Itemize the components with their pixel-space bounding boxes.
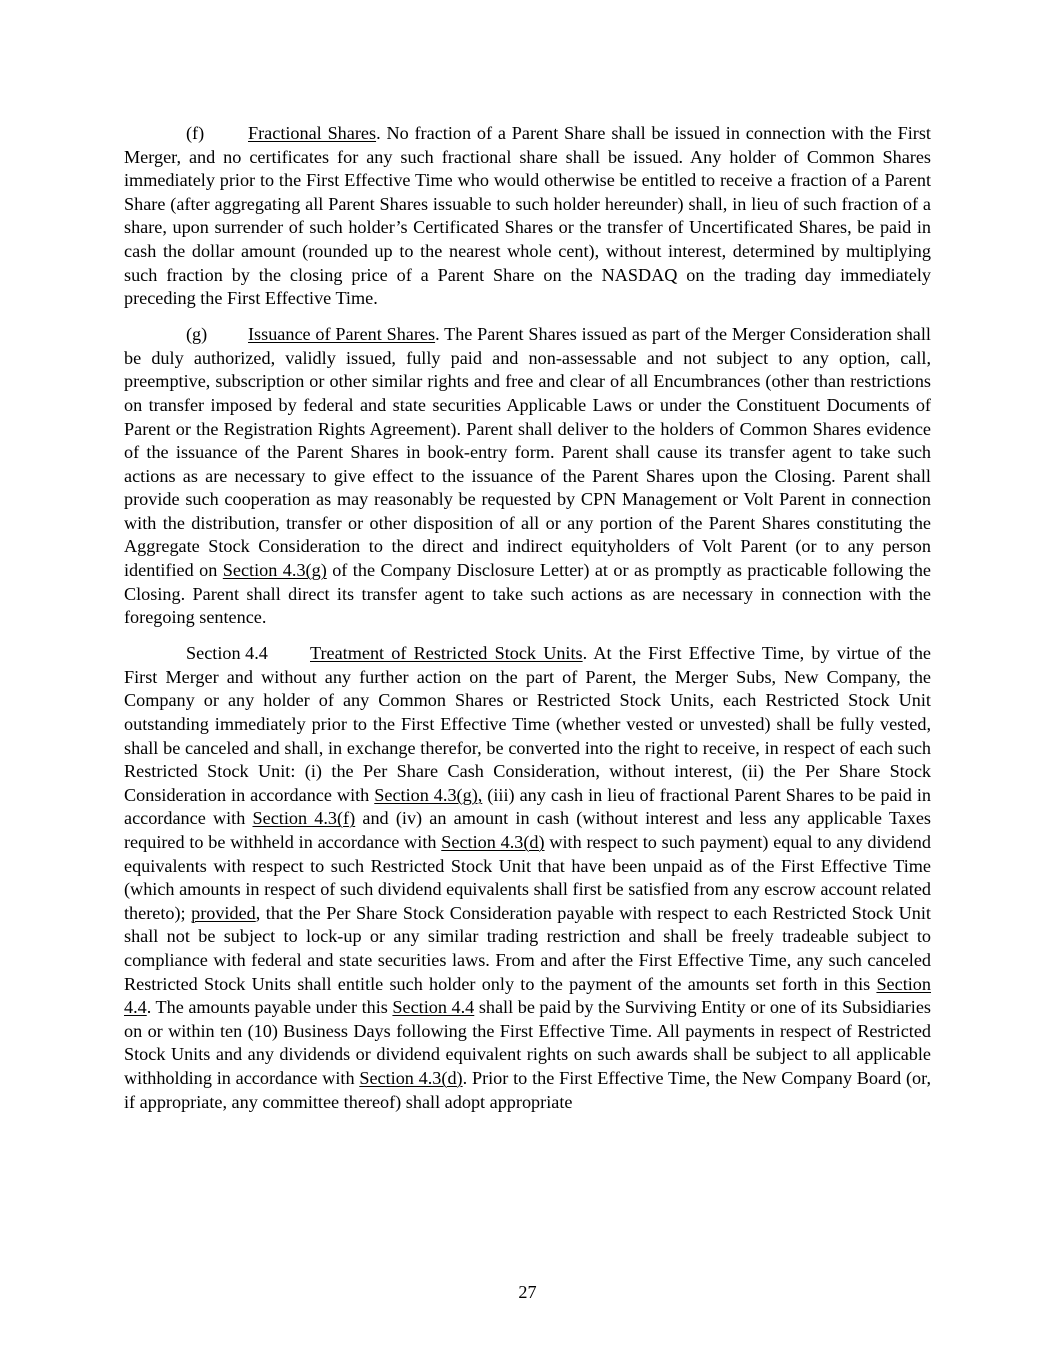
paragraph-text: . No fraction of a Parent Share shall be issued in connection with the First Merger, and no certificates for any such fractional share shall be issued. Any holder of Common Shares immediately prior to the First Effective Time who would otherwise be entitled to receive a fraction of a Parent Share (after aggregating all Parent Shares issuable to such holder hereunder) shall, in lieu of such fraction of a share, upon surrender of such holder’s Certificated Shares or the transfer of Uncertificated Shares, be paid in cash the dollar amount (rounded up to the nearest whole cent), without interest, determined by multiplying such fraction by the closing price of a Parent Share on the NASDAQ on the trading day immediately preceding the First Effective Time. xyxy=(124,123,931,309)
paragraph-text: . The amounts payable under this xyxy=(146,997,393,1018)
paragraph-text: . The Parent Shares issued as part of the Merger Consideration shall be duly authorized, validly issued, fully paid and non-assessable and not subject to any option, call, preemptive, subscription or other similar rights and free and clear of all Encumbrances (other than restrictions on transfer imposed by federal and state securities Applicable Laws or under the Constituent Documents of Parent or the Registration Rights Agreement). Parent shall deliver to the holders of Common Shares evidence of the issuance of the Parent Shares in book-entry form. Parent shall cause its transfer agent to take such actions as are necessary to give effect to the issuance of the Parent Shares upon the Closing. Parent shall provide such cooperation as may reasonably be requested by CPN Management or Volt Parent in connection with the distribution, transfer or other disposition of all or any portion of the Parent Shares constituting the Aggregate Stock Consideration to the direct and indirect equityholders of Volt Parent (or to any person identified on xyxy=(124,324,931,581)
paragraph-marker: (f) xyxy=(186,123,205,143)
section-reference: Section 4.3(d) xyxy=(441,832,545,852)
page-number: 27 xyxy=(518,1282,537,1302)
section-heading: Treatment of Restricted Stock Units xyxy=(310,643,583,664)
section-reference: Section 4.3(f) xyxy=(252,808,356,829)
paragraph-heading: Issuance of Parent Shares xyxy=(248,324,436,345)
paragraph-g-issuance-of-parent-shares xyxy=(124,323,931,630)
paragraph-f-fractional-shares xyxy=(124,122,931,311)
paragraph-text: with respect to such payment) equal to any dividend equivalents with respect to such Restricted Stock Unit that have been unpaid as of the First Effective Time (which amounts in respect of such dividend equivalents shall first be satisfied from any escrow account related thereto); xyxy=(124,832,931,923)
section-4-4-restricted-stock-units xyxy=(124,642,931,1114)
section-reference: Section 4.3(g) xyxy=(222,560,327,581)
section-reference: Section 4.3(g), xyxy=(374,784,483,805)
paragraph-text: and (iv) an amount in cash (without interest and less any applicable Taxes required to be withheld in accordance with xyxy=(124,808,932,852)
section-reference: Section 4.4 xyxy=(124,973,931,1018)
paragraph-text: , that the Per Share Stock Consideration payable with respect to each Restricted Stock Unit shall not be subject to lock-up or any similar trading restriction and shall be freely tradeable subject to compliance with federal and state securities laws. From and after the First Effective Time, any such canceled Restricted Stock Units shall entitle such holder only to the payment of the amounts set forth in this xyxy=(124,902,931,994)
paragraph-heading: Fractional Shares xyxy=(248,123,377,143)
section-reference: Section 4.3(d) xyxy=(359,1067,463,1088)
section-reference: Section 4.4 xyxy=(392,997,475,1018)
provided-term: provided xyxy=(191,902,256,923)
section-marker: Section 4.4 xyxy=(186,643,268,664)
paragraph-text: . Prior to the First Effective Time, the New Company Board (or, if appropriate, any committee thereof) shall adopt appropriate xyxy=(124,1067,931,1112)
paragraph-text: shall be paid by the Surviving Entity or one of its Subsidiaries on or within ten (10) Business Days following the First Effective Time. All payments in respect of Restricted Stock Units and any dividends or dividend equivalent rights on such awards shall be subject to all applicable withholding in accordance with xyxy=(124,997,931,1088)
paragraph-text: (iii) any cash in lieu of fractional Parent Shares to be paid in accordance with xyxy=(124,784,932,829)
paragraph-marker: (g) xyxy=(186,324,208,345)
paragraph-text: . At the First Effective Time, by virtue of the First Merger and without any further action on the part of Parent, the Merger Subs, New Company, the Company or any holder of any Common Shares or Restricted Stock Units, each Restricted Stock Unit outstanding immediately prior to the First Effective Time (whether vested or unvested) shall be fully vested, shall be canceled and shall, in exchange therefor, be converted into the right to receive, in respect of each such Restricted Stock Unit: (i) the Per Share Cash Consideration, without interest, (ii) the Per Share Stock Consideration in accordance with xyxy=(124,643,931,805)
paragraph-text: of the Company Disclosure Letter) at or as promptly as practicable following the Closing. Parent shall direct its transfer agent to take such actions as are necessary in connection with the foregoing sentence. xyxy=(124,560,931,628)
document-body xyxy=(124,122,931,1114)
